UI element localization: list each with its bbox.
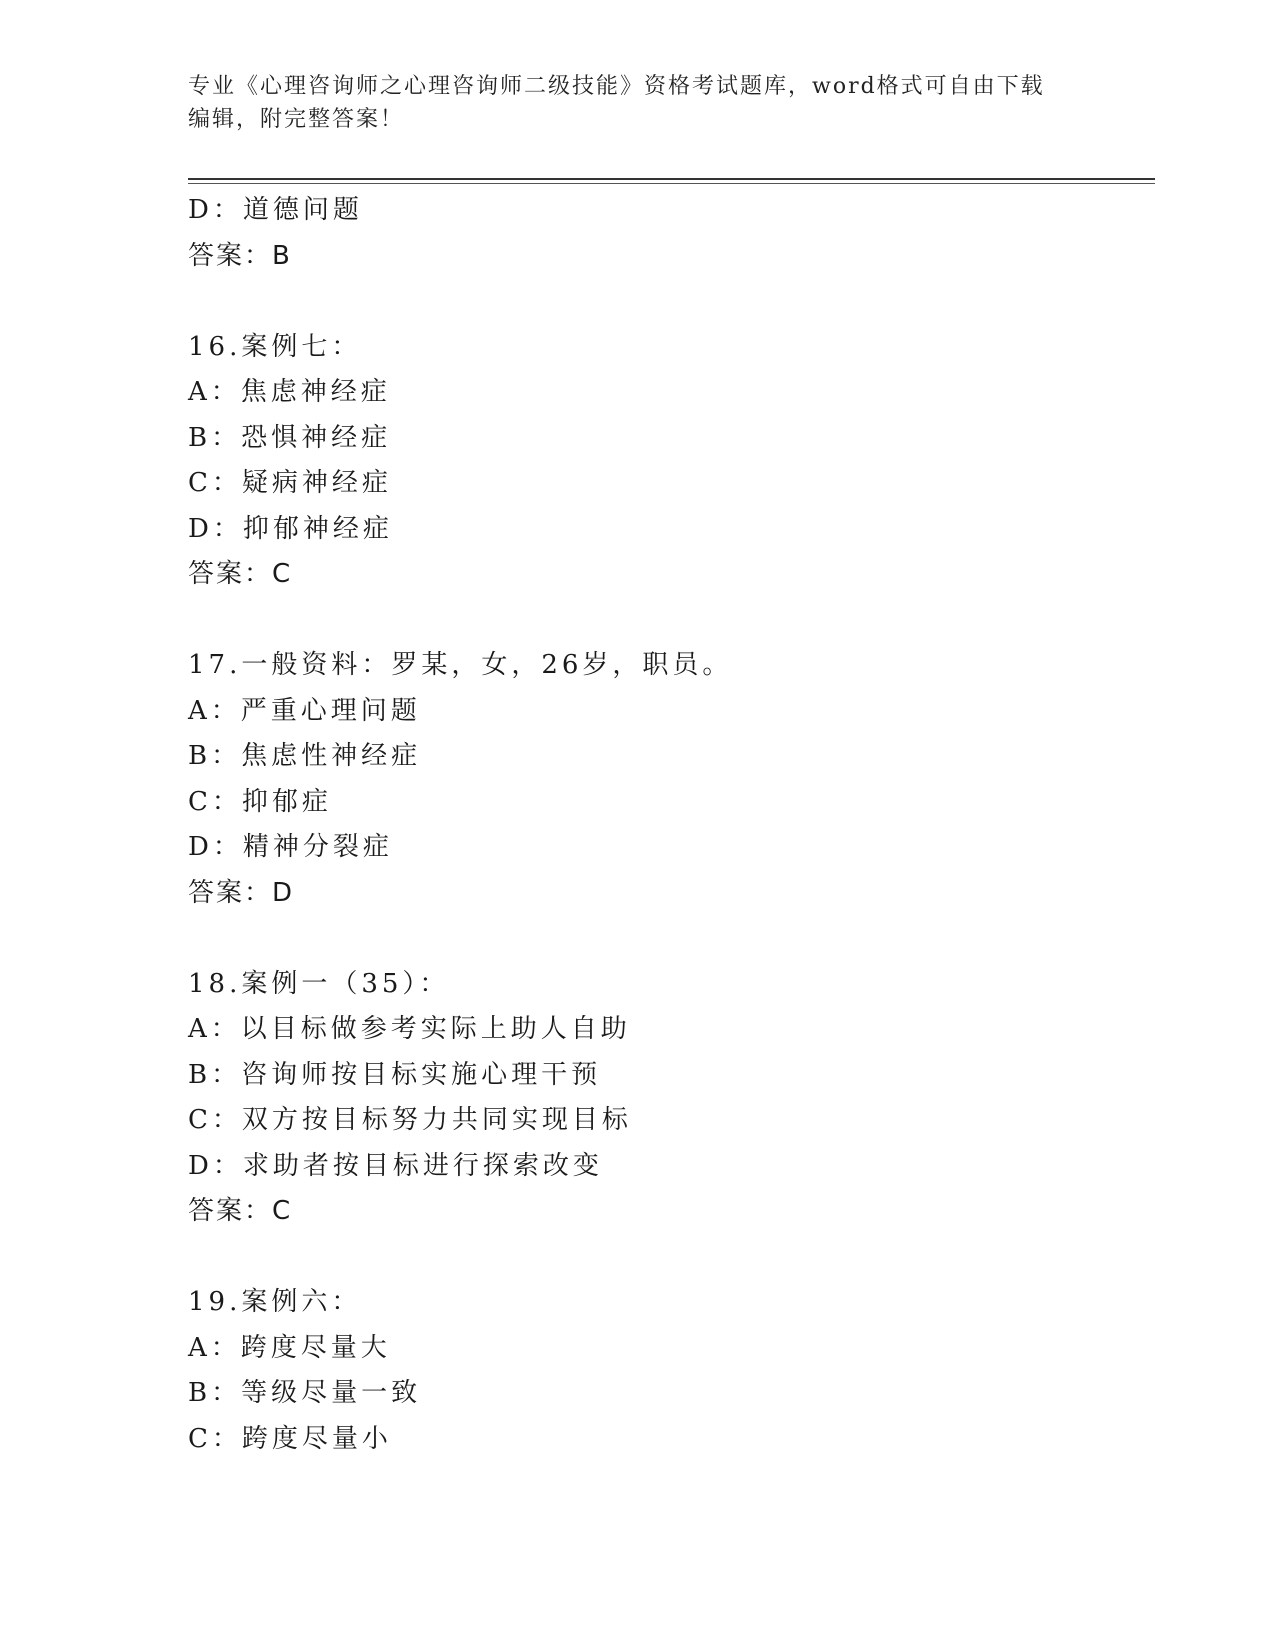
- spacer: [188, 1235, 1148, 1281]
- question-list: [188, 188, 1148, 1462]
- option-a: A：以目标做参考实际上助人自助: [188, 1014, 631, 1044]
- option-c: C：双方按目标努力共同实现目标: [188, 1105, 632, 1135]
- question-block-16: [188, 325, 1148, 598]
- option-b: B：咨询师按目标实施心理干预: [188, 1059, 602, 1090]
- answer-line: 答案：C: [188, 559, 293, 589]
- document-header: [188, 70, 1088, 136]
- question-block-17: [188, 643, 1148, 916]
- option-c: C：疑病神经症: [188, 468, 392, 498]
- option-a: A：焦虑神经症: [188, 377, 391, 407]
- header-line-1: 专业《心理咨询师之心理咨询师二级技能》资格考试题库，word格式可自由下载: [188, 74, 1045, 99]
- option-a: A：严重心理问题: [188, 695, 421, 726]
- option-a: A：跨度尽量大: [188, 1332, 391, 1363]
- option-b: B：等级尽量一致: [188, 1378, 422, 1408]
- option-d: D：抑郁神经症: [188, 513, 393, 544]
- option-d: D：求助者按目标进行探索改变: [188, 1150, 603, 1181]
- question-block-19: [188, 1280, 1148, 1462]
- question-stem: 19.案例六：: [188, 1287, 362, 1317]
- answer-line: 答案：B: [188, 240, 292, 271]
- option-b: B：焦虑性神经症: [188, 741, 422, 771]
- option-d: D：道德问题: [188, 195, 363, 225]
- option-b: B：恐惧神经症: [188, 422, 392, 453]
- question-stem: 18.案例一（35）：: [188, 968, 450, 999]
- answer-line: 答案：D: [188, 877, 295, 908]
- option-d: D：精神分裂症: [188, 832, 393, 862]
- header-rule-thin: [188, 183, 1155, 184]
- option-c: C：抑郁症: [188, 786, 332, 817]
- header-rule: [188, 178, 1155, 180]
- spacer: [188, 598, 1148, 644]
- question-block-prev: [188, 188, 1148, 279]
- header-line-2: 编辑，附完整答案！: [188, 107, 405, 132]
- spacer: [188, 279, 1148, 325]
- question-stem: 16.案例七：: [188, 331, 362, 362]
- spacer: [188, 916, 1148, 962]
- answer-line: 答案：C: [188, 1196, 293, 1226]
- option-c: C：跨度尽量小: [188, 1423, 392, 1454]
- question-stem: 17.一般资料：罗某，女，26岁，职员。: [188, 650, 733, 680]
- question-block-18: [188, 962, 1148, 1235]
